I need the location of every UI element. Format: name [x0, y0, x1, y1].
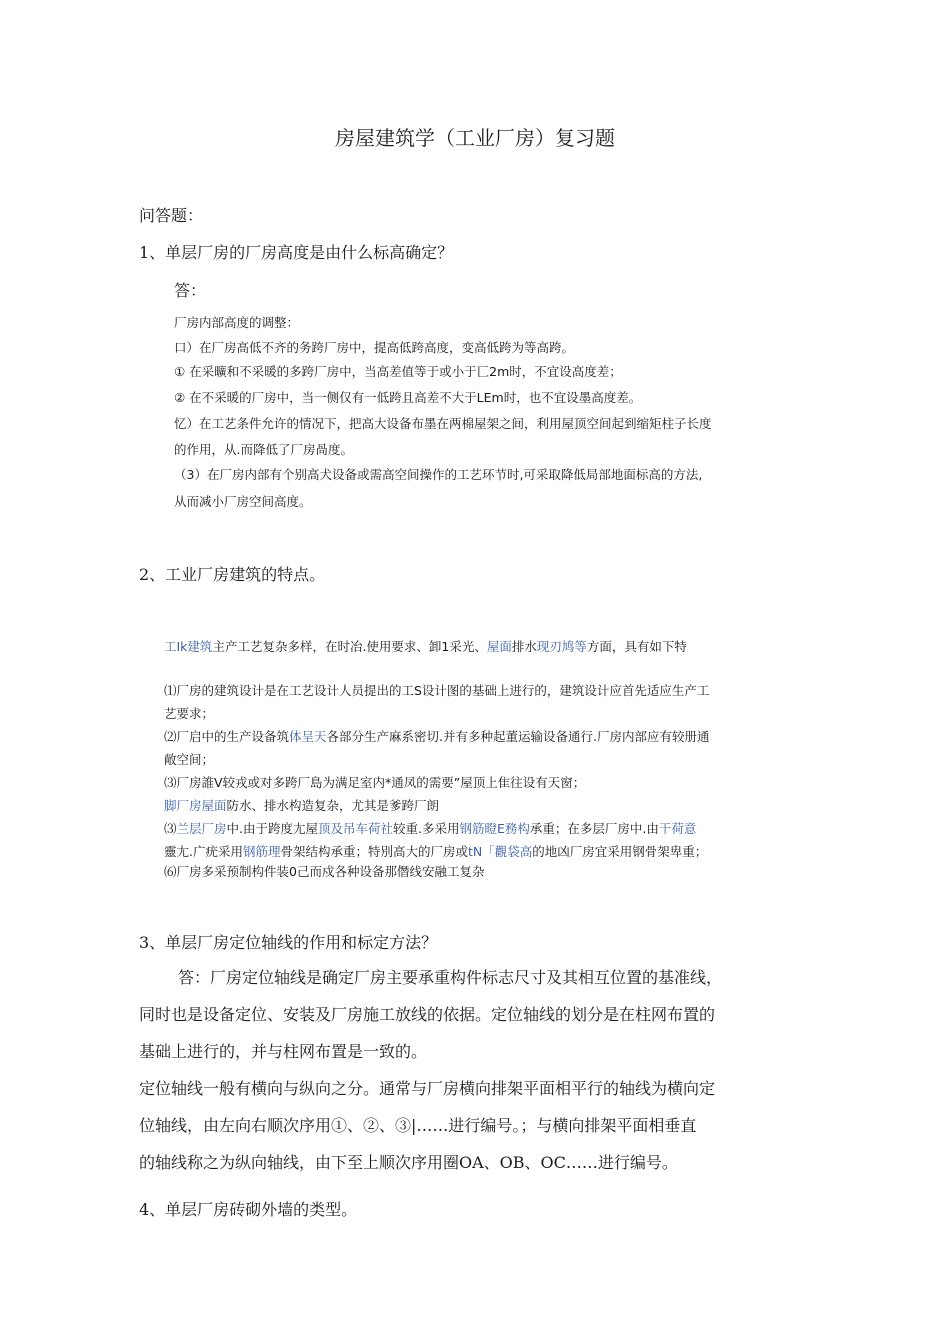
q2-point-5a [164, 819, 696, 837]
q1-line: 厂房内部高度的调整： [174, 315, 300, 330]
q1-line: 的作用，从.而降低了厂房咼度。 [174, 442, 353, 457]
q1-line: 忆）在工艺条件允许的情况下，把高大设备布墨在两棉屋架之间，利用屋顶空间起到缩矩柱子长度 [174, 416, 712, 431]
q2-point-1b: 艺要求； [164, 706, 215, 721]
page-title: 房屋建筑学（工业厂房）复习题 [335, 126, 615, 150]
q3-line: 的轴线称之为纵向轴线，由下至上顺次序用圈OA、OB、OC……进行编号。 [139, 1153, 678, 1172]
text-run: ⑶ [164, 821, 177, 836]
q3-line: 基础上进行的，并与柱网布置是一致的。 [139, 1042, 428, 1061]
q1-line: ① 在采曠和不采暖的多跨厂房中，当高差值等于或小于匸2m时，不宜设高度差； [174, 364, 622, 379]
blue-term: 钢筋理 [242, 844, 281, 859]
question-2: 2、工业厂房建筑的特点。 [139, 565, 326, 584]
blue-term: tN「觀袋高 [468, 844, 533, 859]
text-run: 较重.多采用 [393, 821, 460, 836]
q2-point-6: ⑹厂房多采预制构件装0己而戍各种设备那僭线安融工复杂 [164, 864, 485, 879]
blue-term: 屋面 [486, 639, 512, 654]
q2-point-2b: 敞空间； [164, 752, 215, 767]
q2-point-4 [164, 796, 439, 814]
question-4: 4、单层厂房砖砌外墙的类型。 [139, 1200, 358, 1219]
text-run: 方面，具有如下特 [586, 639, 687, 654]
text-run: 承重；在多层厂房中.由 [529, 821, 659, 836]
q2-point-5b [164, 842, 707, 860]
section-label: 问答题： [139, 206, 204, 225]
q1-line: （3）在厂房内部有个别高犬设备或需高空间操作的工艺环节时,可采取降低局部地面标高的方法, [174, 467, 703, 482]
blue-term: 现刃鸠等 [536, 639, 587, 654]
text-run: 各部分生产麻系密切.并有多种起董运输设备通行.厂房内部应有较册通 [326, 729, 710, 744]
blue-term: 钢筋瞪E務构 [459, 821, 530, 836]
q3-line: 答：厂房定位轴线是确定厂房主要承重构件标志尺寸及其相互位置的基准线， [178, 968, 723, 987]
blue-term: 工Ik建筑 [164, 639, 213, 654]
question-3: 3、单层厂房定位轴线的作用和标定方法？ [139, 933, 438, 952]
text-run: 防水、排水构造复杂，尤其是爹跨厂朗 [226, 798, 440, 813]
q3-line: 位轴线，由左向右顺次序用①、②、③|……进行编号。；与横向排架平面相垂直 [139, 1116, 697, 1135]
text-run: 骨架结构承重；特別高大的厂房或 [280, 844, 469, 859]
blue-term: 厂房屋面 [176, 798, 227, 813]
q1-line: ② 在不采暖的厂房中，当一侧仅有一低跨且高差不大于LEm时，也不宜设墨高度差。 [174, 390, 642, 405]
q2-point-1a: ⑴厂房的建筑设计是在工艺设计人员提出的工S设计图的基础上进行的，建筑设计应首先适应生产工 [164, 683, 710, 698]
blue-term: 脚 [164, 798, 177, 813]
question-1: 1、单层厂房的厂房高度是由什么标高确定？ [139, 243, 454, 262]
text-run: 靈尢.广疣采用 [164, 844, 243, 859]
text-run: 主产工艺复杂多样，在时冶.使用要求、卸1采光、 [212, 639, 487, 654]
answer-label-1: 答： [174, 281, 207, 300]
q1-line: 口）在厂房高低不齐的务跨厂房中，提高低跨高度，变高低跨为等高跨。 [174, 340, 575, 355]
q2-intro [164, 637, 687, 655]
q2-point-3: ⑶厂房誰V较戎或对多跨厂島为满足室内*通凤的需要”屋顶上隹往设有天窗； [164, 775, 586, 790]
text-run: ⑵厂启中的生产设备筑 [164, 729, 290, 744]
text-run: 的地凶厂房宜采用钢骨架卑重； [532, 844, 708, 859]
q3-line: 同时也是设备定位、安装及厂房施工放线的依据。定位轴线的划分是在柱网布置的 [139, 1005, 716, 1024]
blue-term: 体呈天 [289, 729, 327, 744]
q3-line: 定位轴线一般有横向与纵向之分。通常与厂房横向排架平面相平行的轴线为横向定 [139, 1079, 716, 1098]
q2-point-2a [164, 727, 709, 745]
blue-term: 顶及吊车荷社 [318, 821, 394, 836]
blue-term: 兰层厂房 [176, 821, 227, 836]
blue-term: 干荷意 [658, 821, 697, 836]
q1-line: 从而减小厂房空间高度。 [174, 494, 312, 509]
text-run: 中.由于跨度尢屋 [226, 821, 319, 836]
text-run: 排水 [511, 639, 537, 654]
